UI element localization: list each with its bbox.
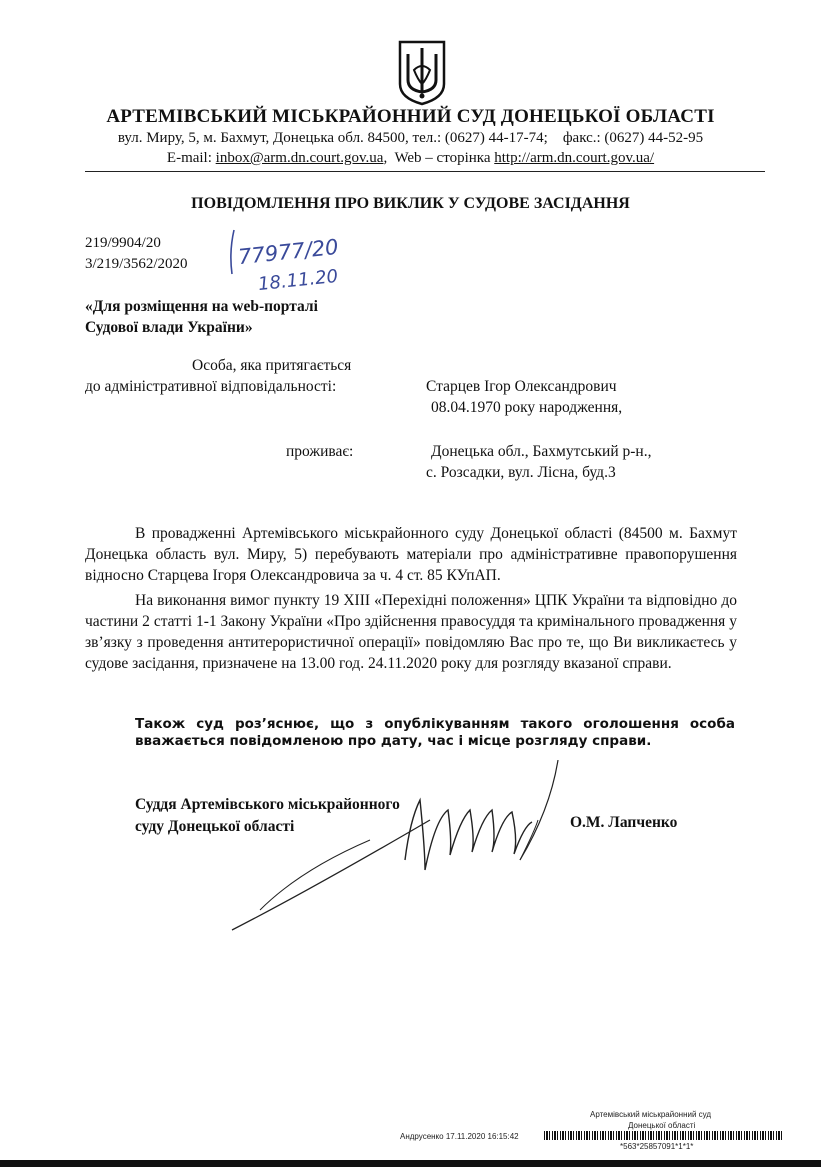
proceeding-number: 3/219/3562/2020 [85, 256, 188, 272]
email-link[interactable]: inbox@arm.dn.court.gov.ua [215, 150, 384, 166]
court-contacts [0, 150, 821, 167]
web-prefix: , Web – сторінка [383, 150, 495, 166]
document-title: ПОВІДОМЛЕННЯ ПРО ВИКЛИК У СУДОВЕ ЗАСІДАННЯ [191, 195, 630, 212]
stamp-court-line1: Артемівський міськрайонний суд [590, 1110, 712, 1119]
judge-position-line2: суду Донецької області [135, 818, 295, 835]
publication-notice: Також суд роз’яснює, що з опублікуванням такого оголошення особа вважається повідомленою про дату, час і місце розгляду справи. [135, 716, 735, 749]
residence-label: проживає: [286, 443, 354, 460]
portal-note-line1: «Для розміщення на web-порталі [85, 298, 318, 315]
header-divider [85, 171, 765, 172]
portal-note-line2: Судової влади України» [85, 319, 253, 336]
stamp-clerk: Андрусенко 17.11.2020 16:15:42 [400, 1132, 519, 1141]
coat-of-arms-icon [398, 40, 446, 106]
handwritten-registration-date: 18.11.20 [257, 265, 340, 296]
email-prefix: E-mail: [166, 150, 216, 166]
stamp-code: *563*25857091*1*1* [620, 1142, 694, 1151]
residence-line2: с. Розсадки, вул. Лісна, буд.3 [426, 464, 616, 481]
web-link[interactable]: http://arm.dn.court.gov.ua/ [494, 150, 655, 166]
barcode-icon [544, 1131, 784, 1140]
judge-name: О.М. Лапченко [570, 814, 678, 831]
body-paragraph-1 [85, 523, 737, 586]
scan-edge [0, 1160, 821, 1167]
body-paragraph-2 [85, 590, 737, 674]
person-label-line2: до адміністративної відповідальності: [85, 378, 337, 395]
court-address: вул. Миру, 5, м. Бахмут, Донецька обл. 84500, тел.: (0627) 44-17-74; факс.: (0627) 44-52-95 [117, 130, 704, 146]
residence-line1: Донецька обл., Бахмутський р-н., [431, 443, 652, 460]
judge-position-line1: Суддя Артемівського міськрайонного [135, 796, 400, 813]
body-paragraph-2-text: На виконання вимог пункту 19 ХІІІ «Перехідні положення» ЦПК України та відповідно до частини 2 статті 1-1 Закону України «Про здійснення правосуддя та кримінального провадження у зв’язку з проведення антитерористичної операції» повідомляю Вас про те, що Ви викликаєтесь у судове засідання, призначене на 13.00 год. 24.11.2020 року для розгляду вказаної справи. [85, 592, 737, 672]
stamp-court-line2: Донецької області [628, 1121, 696, 1130]
person-birth: 08.04.1970 року народження, [431, 399, 623, 416]
judge-signature [220, 760, 560, 940]
portal-note [85, 296, 318, 338]
person-label-line1: Особа, яка притягається [192, 357, 352, 374]
person-name: Старцев Ігор Олександрович [426, 378, 617, 395]
court-name: АРТЕМІВСЬКИЙ МІСЬКРАЙОННИЙ СУД ДОНЕЦЬКОЇ ОБЛАСТІ [106, 106, 715, 127]
handwritten-registration-number: 77977/20 [237, 234, 340, 270]
case-number: 219/9904/20 [85, 235, 161, 251]
body-paragraph-1-text: В провадженні Артемівського міськрайонного суду Донецької області (84500 м. Бахмут Донецька область вул. Миру, 5) перебувають матеріали про адміністративне правопорушення відносно Старцева Ігоря Олександровича за ч. 4 ст. 85 КУпАП. [85, 525, 737, 584]
handwritten-bracket [228, 228, 236, 276]
